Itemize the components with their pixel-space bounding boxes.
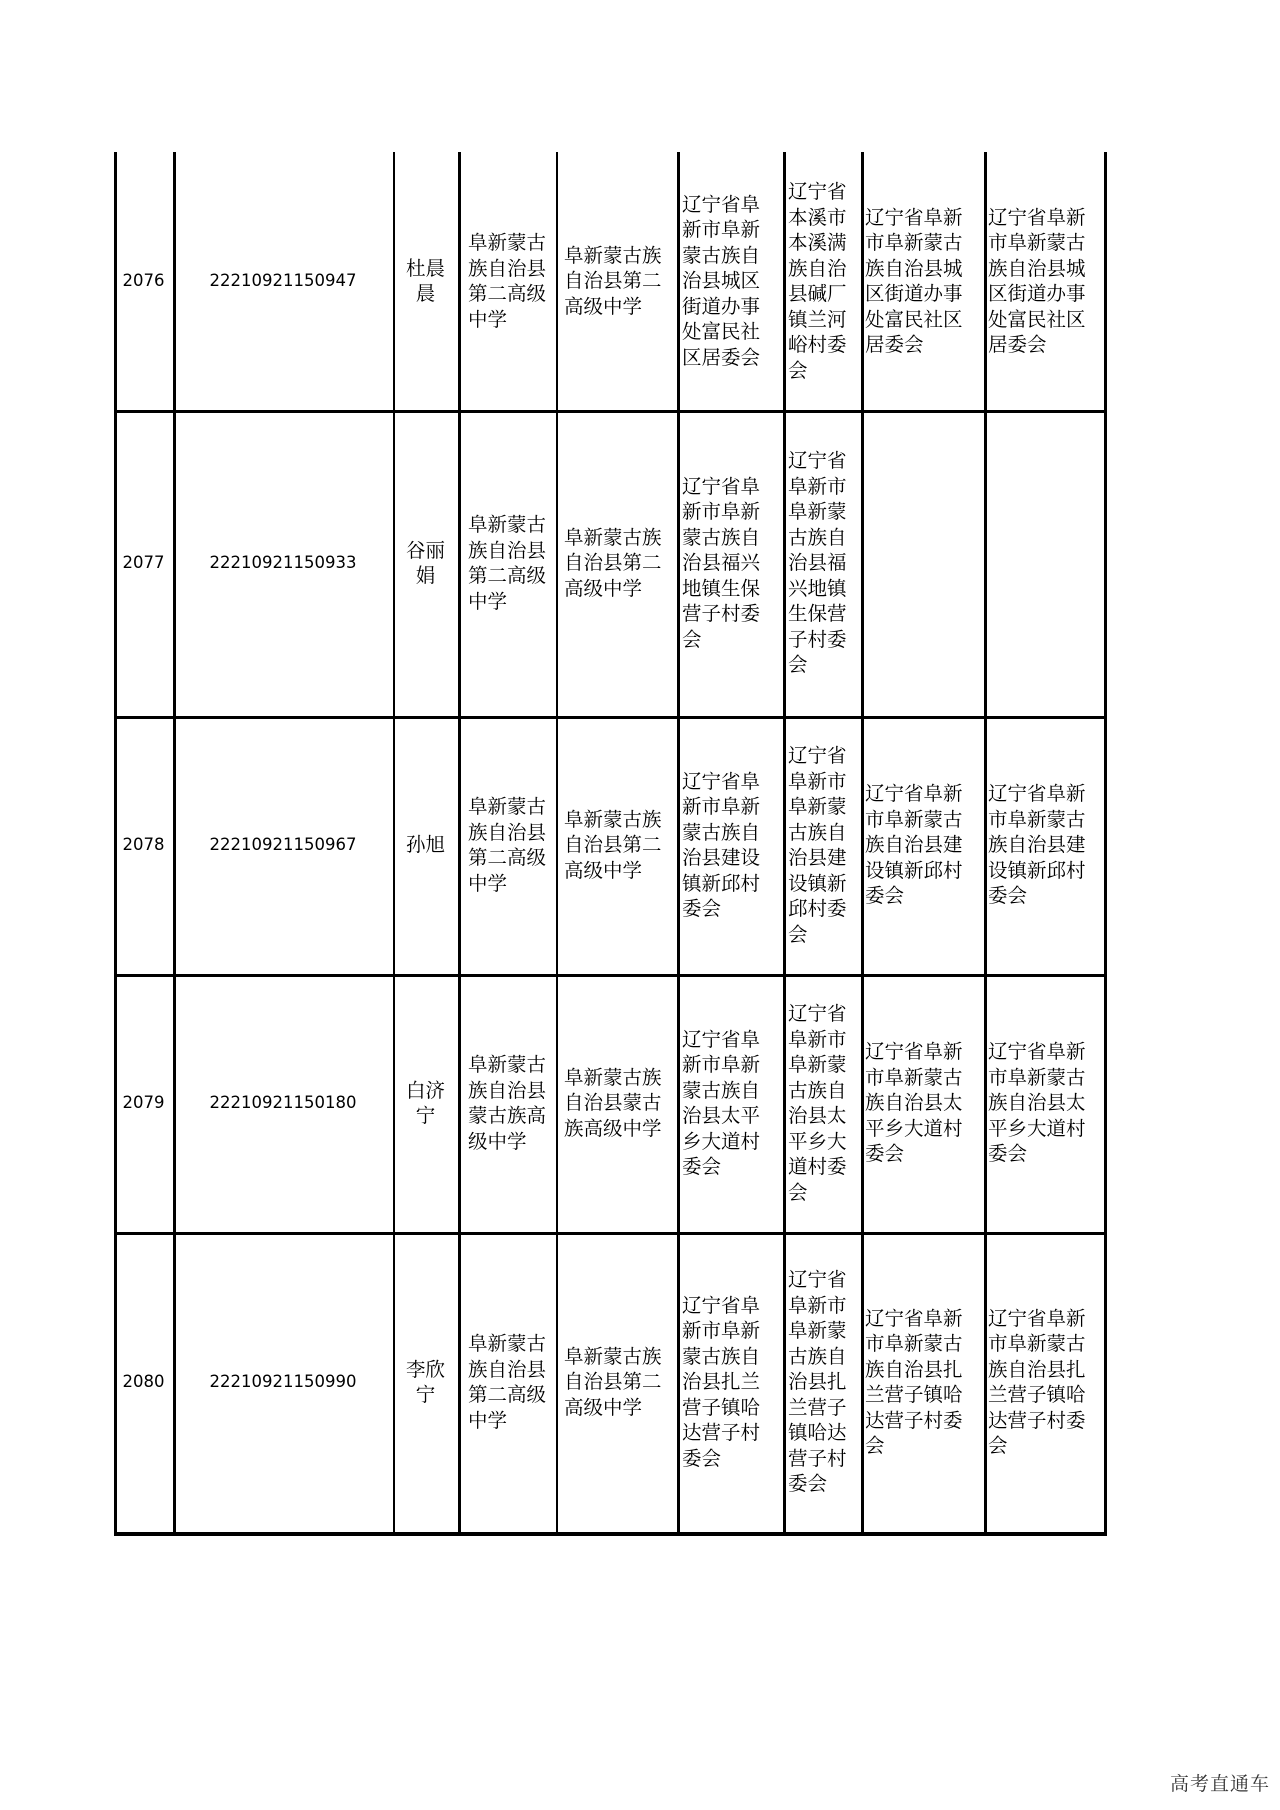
- student-name: 孙旭: [405, 833, 445, 857]
- row-index: 2080: [122, 1372, 165, 1392]
- address-cell-4: 辽宁省阜新市阜新蒙古族自治县扎兰营子镇哈达营子村委会: [988, 1306, 1086, 1457]
- school-cell: 阜新蒙古族自治县第二高级中学: [468, 231, 547, 331]
- address-cell-1: 辽宁省阜新市阜新蒙古族自治县建设镇新邱村委会: [682, 769, 761, 920]
- address-cell-1: 辽宁省阜新市阜新蒙古族自治县扎兰营子镇哈达营子村委会: [682, 1293, 761, 1470]
- table-row: [114, 410, 1107, 716]
- address-cell-1: 辽宁省阜新市阜新蒙古族自治县太平乡大道村委会: [682, 1027, 761, 1178]
- school-cell: 阜新蒙古族自治县蒙古族高级中学: [468, 1053, 547, 1153]
- exam-id: 22210921150933: [209, 553, 357, 573]
- address-cell-3: 辽宁省阜新市阜新蒙古族自治县太平乡大道村委会: [865, 1040, 963, 1166]
- school-cell: 阜新蒙古族自治县第二高级中学: [468, 1332, 547, 1432]
- table-row: [114, 716, 1107, 974]
- school-full-cell: 阜新蒙古族自治县蒙古族高级中学: [564, 1065, 662, 1140]
- address-cell-4: [984, 410, 1107, 716]
- address-cell-3: 辽宁省阜新市阜新蒙古族自治县城区街道办事处富民社区居委会: [865, 205, 963, 356]
- row-index: 2079: [122, 1093, 165, 1113]
- address-cell-4: 辽宁省阜新市阜新蒙古族自治县城区街道办事处富民社区居委会: [988, 205, 1086, 356]
- row-index: 2078: [122, 835, 165, 855]
- table-row: [114, 1232, 1107, 1532]
- address-cell-3: 辽宁省阜新市阜新蒙古族自治县扎兰营子镇哈达营子村委会: [865, 1306, 963, 1457]
- row-index: 2077: [122, 553, 165, 573]
- table-row: [114, 152, 1107, 410]
- school-full-cell: 阜新蒙古族自治县第二高级中学: [564, 243, 662, 318]
- address-cell-1: 辽宁省阜新市阜新蒙古族自治县福兴地镇生保营子村委会: [682, 474, 761, 651]
- school-cell: 阜新蒙古族自治县第二高级中学: [468, 513, 547, 613]
- address-cell-2: 辽宁省本溪市本溪满族自治县碱厂镇兰河峪村委会: [788, 180, 847, 382]
- student-name: 杜晨晨: [405, 256, 445, 305]
- student-name: 白济宁: [405, 1078, 445, 1127]
- student-name: 李欣宁: [405, 1357, 445, 1406]
- address-cell-2: 辽宁省阜新市阜新蒙古族自治县建设镇新邱村委会: [788, 744, 847, 946]
- address-cell-2: 辽宁省阜新市阜新蒙古族自治县福兴地镇生保营子村委会: [788, 449, 847, 677]
- school-full-cell: 阜新蒙古族自治县第二高级中学: [564, 525, 662, 600]
- address-cell-3: 辽宁省阜新市阜新蒙古族自治县建设镇新邱村委会: [865, 782, 963, 908]
- student-name: 谷丽娟: [405, 538, 445, 587]
- address-cell-2: 辽宁省阜新市阜新蒙古族自治县太平乡大道村委会: [788, 1002, 847, 1204]
- address-cell-3: [861, 410, 984, 716]
- address-cell-4: 辽宁省阜新市阜新蒙古族自治县建设镇新邱村委会: [988, 782, 1086, 908]
- exam-id: 22210921150947: [209, 271, 357, 291]
- address-cell-2: 辽宁省阜新市阜新蒙古族自治县扎兰营子镇哈达营子村委会: [788, 1268, 847, 1496]
- address-cell-4: 辽宁省阜新市阜新蒙古族自治县太平乡大道村委会: [988, 1040, 1086, 1166]
- student-table: [114, 152, 1107, 1536]
- table-row: [114, 974, 1107, 1232]
- exam-id: 22210921150990: [209, 1372, 357, 1392]
- exam-id: 22210921150180: [209, 1093, 357, 1113]
- exam-id: 22210921150967: [209, 835, 357, 855]
- address-cell-1: 辽宁省阜新市阜新蒙古族自治县城区街道办事处富民社区居委会: [682, 192, 761, 369]
- watermark-text: 高考直通车: [1169, 1773, 1270, 1795]
- school-full-cell: 阜新蒙古族自治县第二高级中学: [564, 807, 662, 882]
- school-full-cell: 阜新蒙古族自治县第二高级中学: [564, 1344, 662, 1419]
- school-cell: 阜新蒙古族自治县第二高级中学: [468, 795, 547, 895]
- row-index: 2076: [122, 271, 165, 291]
